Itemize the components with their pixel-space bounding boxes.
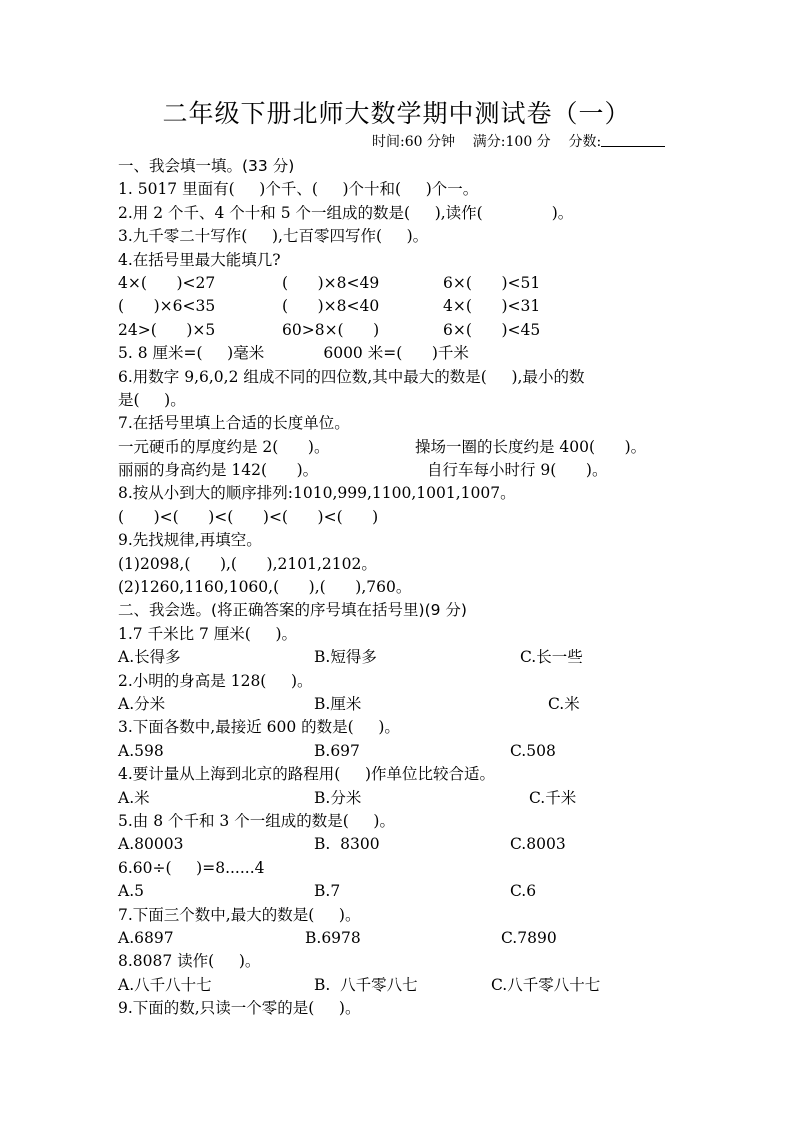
choice-b: B.7 [314, 882, 341, 901]
question-1-3: 3.九千零二十写作( ),七百零四写作( )。 [118, 227, 429, 246]
choice-b: B.6978 [305, 928, 361, 947]
choice-row [118, 927, 718, 950]
q4-cell: 24>( )×5 [118, 320, 216, 339]
choice-a: A.八千八十七 [118, 975, 212, 994]
question-1-2: 2.用 2 个千、4 个十和 5 个一组成的数是( ),读作( )。 [118, 203, 574, 222]
choice-row [118, 833, 718, 856]
q7-cell: 自行车每小时行 9( )。 [427, 461, 608, 480]
choice-b: B.697 [314, 741, 360, 760]
choice-row [118, 787, 718, 810]
question-1-7: 7.在括号里填上合适的长度单位。 [118, 414, 350, 433]
question-1-9-2: (2)1260,1160,1060,( ),( ),760。 [118, 578, 412, 597]
q7-cell: 操场一圈的长度约是 400( )。 [415, 437, 647, 456]
question-1-1: 1. 5017 里面有( )个千、( )个十和( )个一。 [118, 180, 479, 199]
choice-c: C.8003 [510, 835, 566, 854]
choice-c: C.6 [510, 882, 537, 901]
choice-row [118, 693, 718, 716]
choice-b: B.分米 [314, 788, 362, 807]
question-2-9: 9.下面的数,只读一个零的是( )。 [118, 999, 361, 1018]
section-1-heading: 一、我会填一填。(33 分) [118, 157, 295, 175]
question-2-7: 7.下面三个数中,最大的数是( )。 [118, 905, 361, 924]
q4-row-3 [118, 319, 718, 342]
choice-row [118, 974, 718, 997]
q4-row-2 [118, 295, 718, 318]
choice-b: B. 八千零八七 [314, 975, 418, 994]
choice-a: A.5 [118, 882, 144, 901]
choice-c: C.八千零八十七 [491, 975, 601, 994]
choice-row [118, 740, 718, 763]
q7-row-2 [118, 459, 718, 482]
choice-a: A.80003 [118, 835, 184, 854]
question-1-6-cont: 是( )。 [118, 390, 186, 409]
exam-meta [372, 131, 665, 151]
choice-a: A.米 [118, 788, 150, 807]
q4-cell: 4×( )<27 [118, 273, 216, 292]
choice-c: C.508 [510, 741, 556, 760]
q7-row-1 [118, 436, 718, 459]
q4-row-1 [118, 272, 718, 295]
choice-b: B. 8300 [314, 835, 380, 854]
q4-cell: 6×( )<51 [443, 273, 541, 292]
question-2-3: 3.下面各数中,最接近 600 的数是( )。 [118, 718, 400, 737]
section-2-heading: 二、我会选。(将正确答案的序号填在括号里)(9 分) [118, 601, 467, 620]
q4-cell: 6×( )<45 [443, 320, 541, 339]
choice-row [118, 646, 718, 669]
question-2-4: 4.要计量从上海到北京的路程用( )作单位比较合适。 [118, 765, 496, 784]
choice-c: C.千米 [529, 788, 577, 807]
question-1-9-1: (1)2098,( ),( ),2101,2102。 [118, 554, 377, 573]
q7-cell: 丽丽的身高约是 142( )。 [118, 461, 319, 480]
question-1-6: 6.用数字 9,6,0,2 组成不同的四位数,其中最大的数是( ),最小的数 [118, 367, 585, 386]
question-1-9: 9.先找规律,再填空。 [118, 531, 262, 550]
choice-a: A.长得多 [118, 648, 181, 667]
q7-cell: 一元硬币的厚度约是 2( )。 [118, 437, 330, 456]
question-2-8: 8.8087 读作( )。 [118, 952, 261, 971]
choice-a: A.598 [118, 741, 164, 760]
q4-cell: 60>8×( ) [282, 320, 380, 339]
choice-b: B.短得多 [314, 648, 377, 667]
question-1-8-blanks: ( )<( )<( )<( )<( ) [118, 507, 379, 526]
choice-c: C.长一些 [520, 648, 583, 667]
choice-c: C.7890 [501, 928, 557, 947]
choice-c: C.米 [548, 694, 580, 713]
score-blank [601, 134, 665, 147]
q4-cell: ( )×8<40 [282, 297, 380, 316]
q4-cell: ( )×8<49 [282, 273, 380, 292]
question-2-6: 6.60÷( )=8......4 [118, 858, 265, 877]
time-info: 时间:60 分钟 [372, 134, 455, 150]
exam-title: 二年级下册北师大数学期中测试卷（一） [162, 99, 631, 128]
question-1-8: 8.按从小到大的顺序排列:1010,999,1100,1001,1007。 [118, 484, 516, 503]
score-label: 分数: [568, 134, 602, 150]
full-score-info: 满分:100 分 [472, 134, 551, 150]
choice-a: A.6897 [118, 928, 174, 947]
choice-row [118, 880, 718, 903]
choice-a: A.分米 [118, 694, 166, 713]
exam-content [118, 155, 718, 1020]
question-2-5: 5.由 8 个千和 3 个一组成的数是( )。 [118, 811, 395, 830]
question-1-5: 5. 8 厘米=( )毫米 6000 米=( )千米 [118, 344, 469, 363]
question-2-1: 1.7 千米比 7 厘米( )。 [118, 624, 298, 643]
q4-cell: ( )×6<35 [118, 297, 216, 316]
q4-cell: 4×( )<31 [443, 297, 541, 316]
choice-b: B.厘米 [314, 694, 362, 713]
question-2-2: 2.小明的身高是 128( )。 [118, 671, 313, 690]
question-1-4: 4.在括号里最大能填几? [118, 250, 281, 269]
